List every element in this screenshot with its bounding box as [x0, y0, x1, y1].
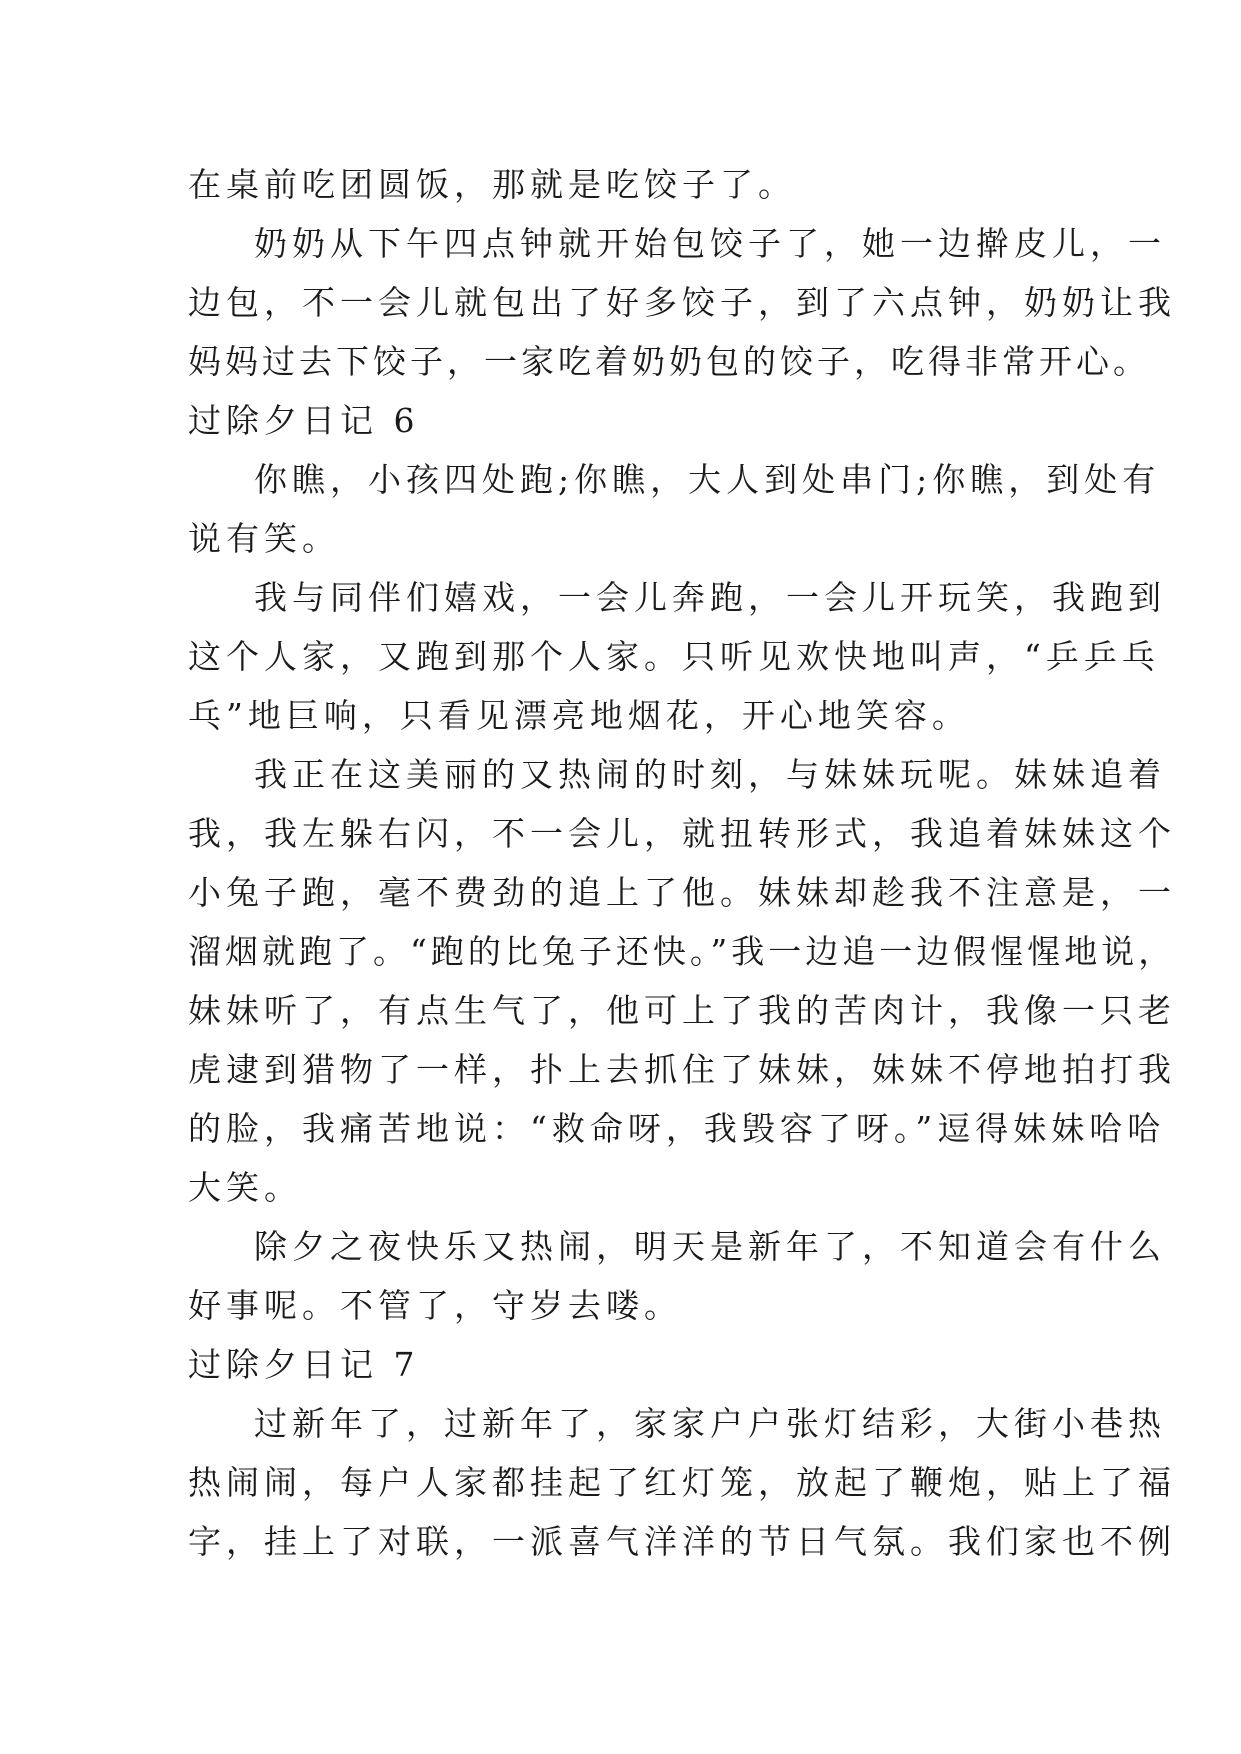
- text-line: 乓”地巨响，只看见漂亮地烟花，开心地笑容。: [188, 696, 970, 735]
- paragraph-first-line: 奶奶从下午四点钟就开始包饺子了，她一边擀皮儿，一: [254, 224, 1166, 263]
- text-line: 字，挂上了对联，一派喜气洋洋的节日气氛。我们家也不例: [188, 1522, 1176, 1561]
- text-line: 溜烟就跑了。“跑的比兔子还快。”我一边追一边假惺惺地说，: [188, 932, 1176, 971]
- text-line: 虎逮到猎物了一样，扑上去抓住了妹妹，妹妹不停地拍打我: [188, 1050, 1176, 1089]
- section-heading: 过除夕日记 7: [188, 1345, 420, 1384]
- text-line: 边包，不一会儿就包出了好多饺子，到了六点钟，奶奶让我: [188, 283, 1176, 322]
- text-line: 的脸，我痛苦地说：“救命呀，我毁容了呀。”逗得妹妹哈哈: [188, 1109, 1166, 1148]
- text-line: 好事呢。不管了，守岁去喽。: [188, 1286, 682, 1325]
- text-line: 我，我左躲右闪，不一会儿，就扭转形式，我追着妹妹这个: [188, 814, 1176, 853]
- paragraph-first-line: 除夕之夜快乐又热闹，明天是新年了，不知道会有什么: [254, 1227, 1166, 1266]
- paragraph-first-line: 过新年了，过新年了，家家户户张灯结彩，大街小巷热: [254, 1404, 1166, 1443]
- paragraph-first-line: 我与同伴们嬉戏，一会儿奔跑，一会儿开玩笑，我跑到: [254, 578, 1166, 617]
- text-line: 小兔子跑，毫不费劲的追上了他。妹妹却趁我不注意是，一: [188, 873, 1176, 912]
- text-line: 热闹闹，每户人家都挂起了红灯笼，放起了鞭炮，贴上了福: [188, 1463, 1176, 1502]
- text-line: 在桌前吃团圆饭，那就是吃饺子了。: [188, 165, 796, 204]
- text-line: 这个人家，又跑到那个人家。只听见欢快地叫声，“乒乒乓: [188, 637, 1160, 676]
- text-line: 妹妹听了，有点生气了，他可上了我的苦肉计，我像一只老: [188, 991, 1176, 1030]
- section-heading: 过除夕日记 6: [188, 401, 420, 440]
- paragraph-first-line: 我正在这美丽的又热闹的时刻，与妹妹玩呢。妹妹追着: [254, 755, 1166, 794]
- text-line: 大笑。: [188, 1168, 302, 1207]
- document-body: [188, 155, 1176, 1571]
- text-line: 说有笑。: [188, 519, 340, 558]
- text-line: 妈妈过去下饺子，一家吃着奶奶包的饺子，吃得非常开心。: [188, 342, 1150, 381]
- paragraph-first-line: 你瞧，小孩四处跑;你瞧，大人到处串门;你瞧，到处有: [254, 460, 1161, 499]
